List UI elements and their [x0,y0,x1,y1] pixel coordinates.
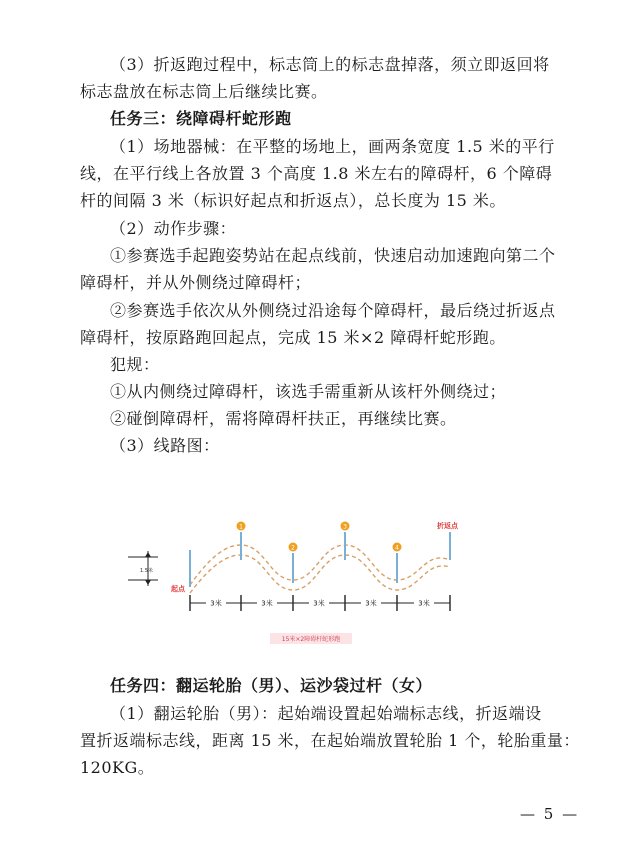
section-heading: 任务三：绕障碍杆蛇形跑 [110,109,292,128]
segment-label: 3米 [313,599,325,608]
paragraph-line: 犯规： [110,355,160,374]
paragraph-line: （1）场地器械：在平整的场地上，画两条宽度 1.5 米的平行 [110,137,555,156]
arrow-down-icon [145,580,151,585]
diagram-caption: 15米×2障碍杆蛇形跑 [281,636,341,643]
segment-label: 3米 [365,599,377,608]
badge-number: 4 [395,544,399,552]
route-path-outer [190,545,450,585]
paragraph-line: ②碰倒障碍杆，需将障碍杆扶正，再继续比赛。 [110,409,457,428]
paragraph-line: 线，在平行线上各放置 3 个高度 1.8 米左右的障碍杆，6 个障碍 [80,164,553,183]
badge-number: 3 [343,523,347,531]
paragraph-line: 120KG。 [80,758,155,777]
start-label: 起点 [171,585,185,593]
arrow-up-icon [145,552,151,557]
segment-label: 3米 [418,599,430,608]
paragraph-line: （3）折返跑过程中，标志筒上的标志盘掉落，须立即返回将 [110,55,550,74]
paragraph-line: 杆的间隔 3 米（标识好起点和折返点），总长度为 15 米。 [80,191,506,210]
paragraph-line: （2）动作步骤： [110,219,237,238]
paragraph-line: （1）翻运轮胎（男）：起始端设置起始端标志线，折返端设 [110,704,542,723]
paragraph-line: （3）线路图： [110,436,220,455]
paragraph-line: 置折返端标志线，距离 15 米，在起始端放置轮胎 1 个，轮胎重量： [80,731,580,750]
badge-number: 2 [291,544,295,552]
badge-number: 1 [239,523,243,531]
segment-label: 3米 [210,599,222,608]
paragraph-line: ①参赛选手起跑姿势站在起点线前，快速启动加速跑向第二个 [110,246,556,265]
section-heading: 任务四：翻运轮胎（男）、运沙袋过杆（女） [110,676,433,695]
paragraph-line: 障碍杆，按原路跑回起点，完成 15 米×2 障碍杆蛇形跑。 [80,328,506,347]
paragraph-line: 障碍杆，并从外侧绕过障碍杆； [80,273,312,292]
paragraph-line: ①从内侧绕过障碍杆，该选手需重新从该杆外侧绕过； [110,382,507,401]
turn-label: 折返点 [437,522,458,530]
paragraph-line: ②参赛选手依次从外侧绕过沿途每个障碍杆，最后绕过折返点 [110,301,556,320]
page-number: — 5 — [520,805,580,823]
height-label: 1.5米 [140,568,153,574]
route-diagram [120,505,490,655]
paragraph-line: 标志盘放在标志筒上后继续比赛。 [80,82,328,101]
route-path-inner [190,555,450,593]
segment-label: 3米 [261,599,273,608]
